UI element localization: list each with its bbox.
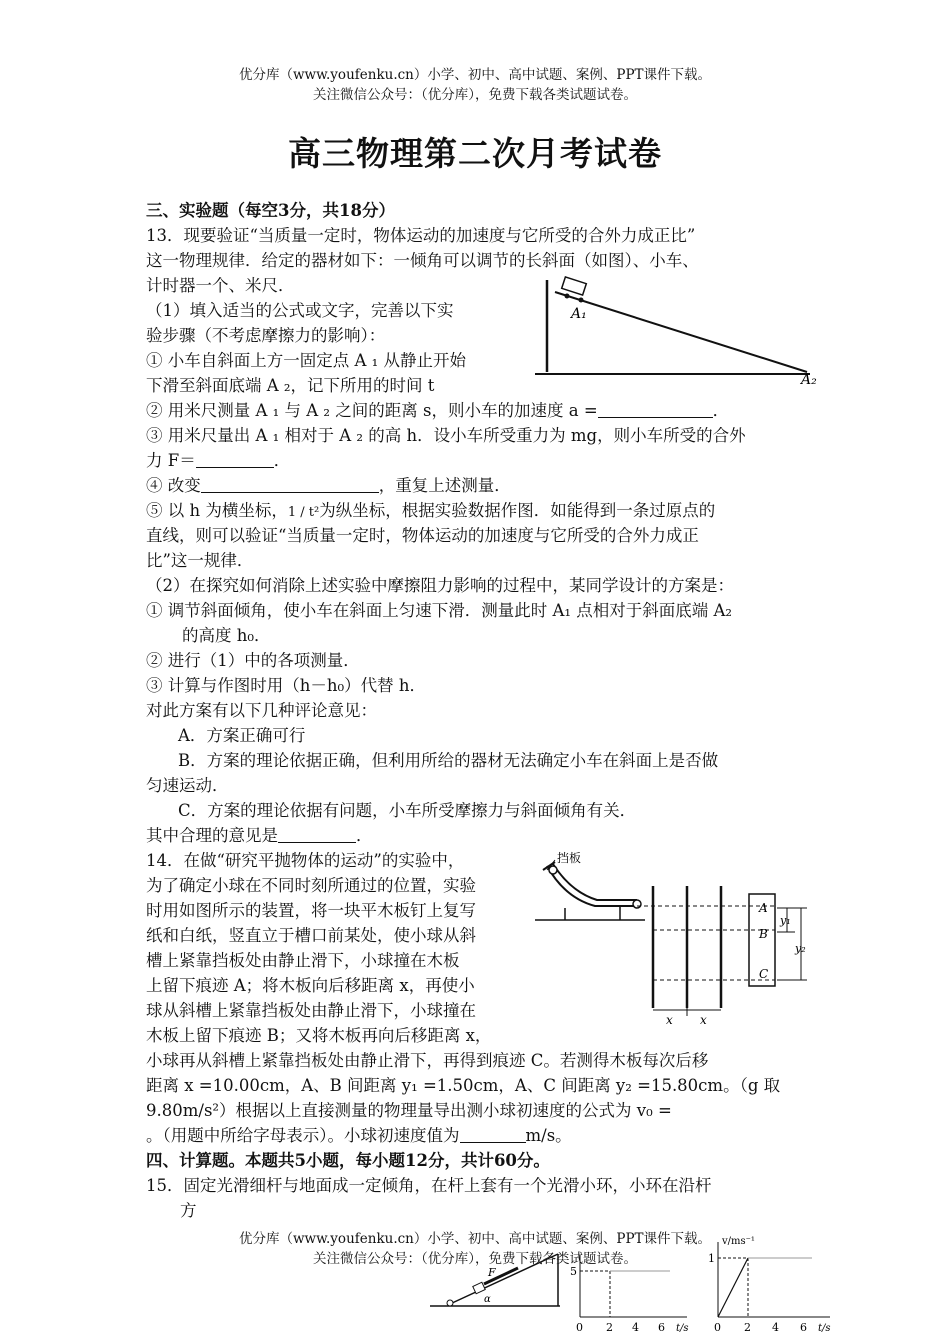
mark-c: C xyxy=(759,967,769,981)
q13-line-25: 其中合理的意见是 ． xyxy=(146,826,373,845)
answer-blank-acceleration[interactable] xyxy=(598,401,713,418)
label-a2: A₂ xyxy=(801,372,817,388)
q13-line-19: ③ 计算与作图时用（h－h₀）代替 h． xyxy=(146,676,426,695)
q14-line-6: 上留下痕迹 A；将木板向后移距离 x，再使小 xyxy=(146,976,475,995)
q14-line-11: 9.80m/s²）根据以上直接测量的物理量导出测小球初速度的公式为 v₀ = xyxy=(146,1101,672,1120)
q14-line-8: 木板上留下痕迹 B；又将木板再向后移距离 x， xyxy=(146,1026,492,1045)
q13-line-11-text-b: ，重复上述测量． xyxy=(378,476,511,495)
q13-line-10-text: 力 F＝ xyxy=(146,451,196,470)
answer-blank-v0[interactable] xyxy=(460,1126,526,1143)
section-4-heading: 四、计算题。本题共5小题，每小题12分，共计60分。 xyxy=(146,1151,550,1170)
label-f: F xyxy=(488,1266,496,1279)
q13-line-14: 比”这一规律． xyxy=(146,551,254,570)
answer-blank-opinion[interactable] xyxy=(278,826,356,843)
chute-icon xyxy=(535,862,645,920)
q14-line-9: 小球再从斜槽上紧靠挡板处由静止滑下，再得到痕迹 C。若测得木板每次后移 xyxy=(146,1051,709,1070)
q14-line-1: 14．在做“研究平抛物体的运动”的实验中， xyxy=(146,851,465,870)
q13-line-6: ① 小车自斜面上方一固定点 A ₁ 从静止开始 xyxy=(146,351,467,370)
answer-blank-change[interactable] xyxy=(201,476,379,493)
q13-line-15: （2）在探究如何消除上述实验中摩擦阻力影响的过程中，某同学设计的方案是： xyxy=(146,576,734,595)
incline-slope xyxy=(555,292,807,372)
g1-x-tick-4: 4 xyxy=(632,1321,639,1334)
g1-x-tick-0: 0 xyxy=(576,1321,583,1334)
q13-line-11 xyxy=(146,474,511,498)
q14-line-2: 为了确定小球在不同时刻所通过的位置，实验 xyxy=(146,876,476,895)
q15-line-2: 方 xyxy=(180,1201,197,1220)
mark-b: B xyxy=(759,927,768,941)
mark-a: A xyxy=(759,901,768,915)
graph-2 xyxy=(700,1230,835,1344)
q13-line-2: 这一物理规律．给定的器材如下：一倾角可以调节的长斜面（如图）、小车、 xyxy=(146,251,699,270)
label-x-2: x xyxy=(700,1013,707,1027)
q14-line-3: 时用如图所示的装置，将一块平木板钉上复写 xyxy=(146,901,476,920)
q14-line-10: 距离 x =10.00cm，A、B 间距离 y₁ =1.50cm，A、C 间距离 y₂ =15.80cm。（g 取 xyxy=(146,1076,781,1095)
q13-line-4: （1）填入适当的公式或文字，完善以下实 xyxy=(146,301,454,320)
g2-x-tick-2: 2 xyxy=(744,1321,751,1334)
q15-line-1: 15．固定光滑细杆与地面成一定倾角，在杆上套有一个光滑小环，小环在沿杆 xyxy=(146,1176,712,1195)
g1-x-tick-2: 2 xyxy=(606,1321,613,1334)
header-line-1: 优分库（www.youfenku.cn）小学、初中、高中试题、案例、PPT课件下载。 xyxy=(238,67,712,83)
g2-x-tick-6: 6 xyxy=(800,1321,807,1334)
page-title: 高三物理第二次月考试卷 xyxy=(288,134,662,173)
g1-x-tick-6: 6 xyxy=(658,1321,665,1334)
q13-line-12-text-a: ⑤ 以 h 为横坐标， xyxy=(146,501,288,520)
header-line-2: 关注微信公众号：（优分库），免费下载各类试题试卷。 xyxy=(313,87,637,103)
label-x-1: x xyxy=(666,1013,673,1027)
q13-line-12-text-b: 为纵坐标，根据实验数据作图．如能得到一条过原点的 xyxy=(319,501,716,520)
rod-figure xyxy=(430,1250,570,1310)
label-a1: A₁ xyxy=(571,306,587,322)
g2-y-tick: 1 xyxy=(708,1252,715,1265)
option-b-cont: 匀速运动． xyxy=(146,776,229,795)
q13-line-7: 下滑至斜面底端 A ₂，记下所用的时间 t xyxy=(146,376,435,395)
g2-x-tick-0: 0 xyxy=(714,1321,721,1334)
q14-line-12 xyxy=(146,1124,572,1148)
answer-blank-force[interactable] xyxy=(196,451,274,468)
footer-line-1: 优分库（www.youfenku.cn）小学、初中、高中试题、案例、PPT课件下载。 xyxy=(238,1231,712,1247)
board-lines xyxy=(653,886,721,1008)
option-b: B．方案的理论依据正确，但利用所给的器材无法确定小车在斜面上是否做 xyxy=(178,751,719,770)
fraction-1-over-t2: 1 / t² xyxy=(287,505,320,520)
q13-line-16: ① 调节斜面倾角，使小车在斜面上匀速下滑．测量此时 A₁ 点相对于斜面底端 A₂ xyxy=(146,601,733,620)
q13-line-17: 的高度 h₀． xyxy=(182,626,271,645)
label-alpha: α xyxy=(484,1294,491,1305)
label-y1: y₁ xyxy=(780,914,791,927)
q14-line-12-text-b: m/s。 xyxy=(525,1126,572,1145)
q13-line-5: 验步骤（不考虑摩擦力的影响）： xyxy=(146,326,386,345)
q13-line-13: 直线，则可以验证“当质量一定时，物体运动的加速度与它所受的合外力成正 xyxy=(146,526,699,545)
label-dangban: 挡板 xyxy=(557,851,582,865)
q14-line-12-text-a: 。（用题中所给字母表示）。小球初速度值为 xyxy=(146,1126,460,1145)
section-3-heading: 三、实验题（每空3分，共18分） xyxy=(146,201,395,220)
incline-figure xyxy=(525,272,825,392)
q13-line-8-text: ② 用米尺测量 A ₁ 与 A ₂ 之间的距离 s，则小车的加速度 a = xyxy=(146,401,598,420)
graph-1 xyxy=(562,1255,692,1344)
q13-line-10: 力 F＝ ． xyxy=(146,451,291,470)
q13-line-1: 13．现要验证“当质量一定时，物体运动的加速度与它所受的合外力成正比” xyxy=(146,226,696,245)
g2-y-label: v/ms⁻¹ xyxy=(722,1236,755,1247)
q13-line-25-text: 其中合理的意见是 xyxy=(146,826,278,845)
q13-line-9: ③ 用米尺量出 A ₁ 相对于 A ₂ 的高 h．设小车所受重力为 mg，则小车所受的合外 xyxy=(146,426,746,445)
option-a: A．方案正确可行 xyxy=(178,726,306,745)
projectile-apparatus-figure xyxy=(525,848,815,1028)
footer-line-2: 关注微信公众号：（优分库），免费下载各类试题试卷。 xyxy=(313,1251,637,1267)
option-c: C．方案的理论依据有问题，小车所受摩擦力与斜面倾角有关． xyxy=(178,801,637,820)
g2-x-tick-4: 4 xyxy=(772,1321,779,1334)
q14-line-5: 槽上紧靠挡板处由静止滑下，小球撞在木板 xyxy=(146,951,460,970)
label-y2: y₂ xyxy=(795,942,806,955)
q13-line-11-text-a: ④ 改变 xyxy=(146,476,201,495)
q14-line-7: 球从斜槽上紧靠挡板处由静止滑下，小球撞在 xyxy=(146,1001,476,1020)
q14-line-4: 纸和白纸，竖直立于槽口前某处，使小球从斜 xyxy=(146,926,476,945)
q13-line-3: 计时器一个、米尺． xyxy=(146,276,295,295)
g2-x-label: t/s xyxy=(818,1323,831,1334)
g1-y-tick: 5 xyxy=(570,1265,577,1278)
g1-x-label: t/s xyxy=(676,1323,689,1334)
q13-line-20: 对此方案有以下几种评论意见： xyxy=(146,701,377,720)
q13-line-18: ② 进行（1）中的各项测量． xyxy=(146,651,360,670)
q13-line-8: ② 用米尺测量 A ₁ 与 A ₂ 之间的距离 s，则小车的加速度 a = ． xyxy=(146,401,730,420)
q13-line-12 xyxy=(146,499,715,525)
